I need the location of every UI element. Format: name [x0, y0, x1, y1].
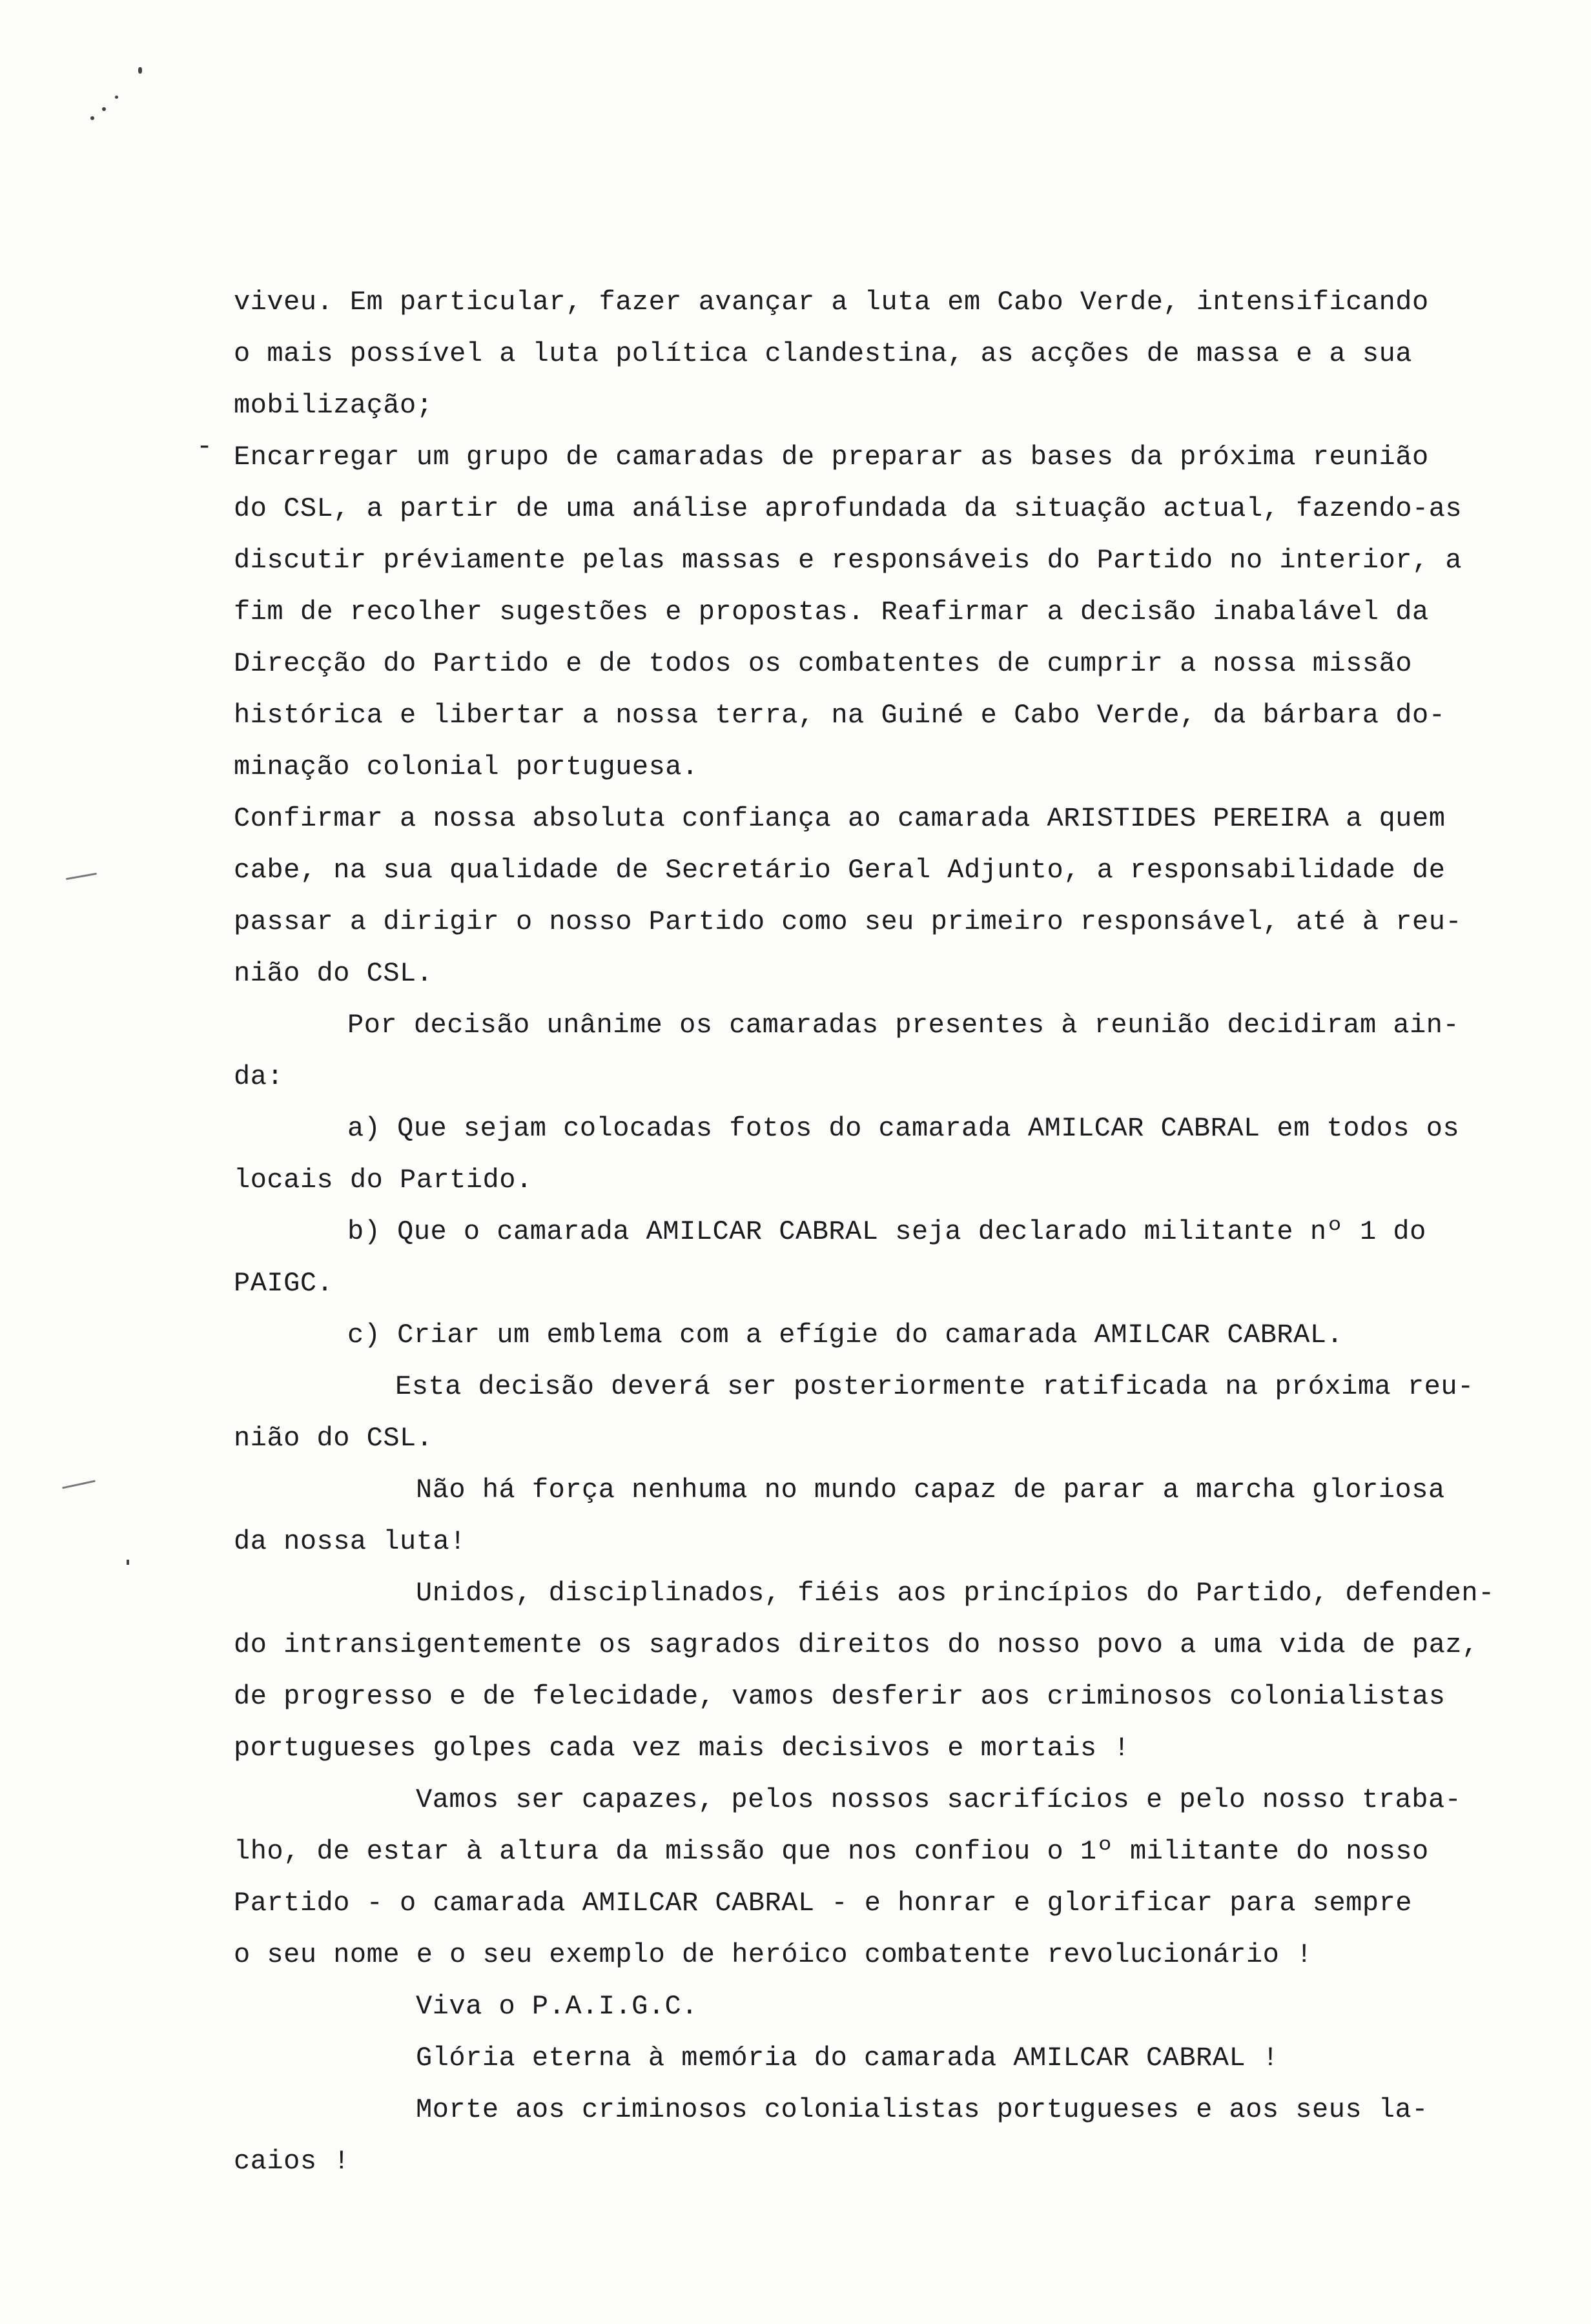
- scan-speck: [102, 107, 106, 111]
- text-line: nião do CSL.: [234, 1423, 433, 1454]
- text-line: PAIGC.: [234, 1268, 334, 1299]
- text-line: Não há força nenhuma no mundo capaz de parar a marcha gloriosa: [416, 1474, 1445, 1505]
- text-line: Partido - o camarada AMILCAR CABRAL - e honrar e glorificar para sempre: [234, 1888, 1412, 1919]
- text-line: Esta decisão deverá ser posteriormente ratificada na próxima reu-: [395, 1371, 1474, 1402]
- text-line: da:: [234, 1061, 284, 1092]
- text-line: c) Criar um emblema com a efígie do camarada AMILCAR CABRAL.: [347, 1320, 1344, 1351]
- text-line: do CSL, a partir de uma análise aprofundada da situação actual, fazendo-as: [234, 493, 1463, 524]
- text-line: Direcção do Partido e de todos os combatentes de cumprir a nossa missão: [234, 648, 1412, 679]
- text-line: Por decisão unânime os camaradas presentes à reunião decidiram ain-: [347, 1010, 1460, 1041]
- text-line: fim de recolher sugestões e propostas. Reafirmar a decisão inabalável da: [234, 596, 1429, 627]
- text-line: portugueses golpes cada vez mais decisivos e mortais !: [234, 1733, 1131, 1764]
- text-line: da nossa luta!: [234, 1526, 466, 1557]
- text-line: lho, de estar à altura da missão que nos confiou o 1º militante do nosso: [234, 1836, 1429, 1867]
- text-line: passar a dirigir o nosso Partido como seu primeiro responsável, até à reu-: [234, 906, 1463, 937]
- scan-speck: [127, 1560, 129, 1565]
- text-line: o seu nome e o seu exemplo de heróico combatente revolucionário !: [234, 1939, 1313, 1970]
- text-line: Morte aos criminosos colonialistas portugueses e aos seus la-: [416, 2094, 1428, 2125]
- text-line: Viva o P.A.I.G.C.: [416, 1991, 698, 2022]
- text-line: viveu. Em particular, fazer avançar a luta em Cabo Verde, intensificando: [234, 287, 1429, 318]
- text-line: b) Que o camarada AMILCAR CABRAL seja declarado militante nº 1 do: [347, 1216, 1426, 1247]
- text-line: o mais possível a luta política clandestina, as acções de massa e a sua: [234, 338, 1412, 369]
- text-line: Encarregar um grupo de camaradas de preparar as bases da próxima reunião: [234, 442, 1429, 473]
- text-line: Vamos ser capazes, pelos nossos sacrifícios e pelo nosso traba-: [416, 1784, 1462, 1815]
- text-line: Glória eterna à memória do camarada AMILCAR CABRAL !: [416, 2043, 1279, 2074]
- text-line: discutir préviamente pelas massas e responsáveis do Partido no interior, a: [234, 545, 1463, 576]
- text-line: histórica e libertar a nossa terra, na Guiné e Cabo Verde, da bárbara do-: [234, 700, 1446, 731]
- text-line: Confirmar a nossa absoluta confiança ao camarada ARISTIDES PEREIRA a quem: [234, 803, 1446, 834]
- text-line: locais do Partido.: [234, 1165, 533, 1196]
- text-line: cabe, na sua qualidade de Secretário Geral Adjunto, a responsabilidade de: [234, 855, 1446, 886]
- scan-speck: [115, 96, 118, 99]
- text-line: do intransigentemente os sagrados direitos do nosso povo a uma vida de paz,: [234, 1629, 1479, 1660]
- list-dash: -: [196, 431, 213, 462]
- scan-speck: [138, 67, 142, 74]
- scan-speck: [90, 116, 94, 120]
- text-line: minação colonial portuguesa.: [234, 751, 699, 782]
- margin-mark: [66, 873, 97, 880]
- document-body: [234, 276, 1495, 2187]
- text-line: a) Que sejam colocadas fotos do camarada AMILCAR CABRAL em todos os: [347, 1113, 1460, 1144]
- margin-mark: [62, 1480, 95, 1489]
- text-line: Unidos, disciplinados, fiéis aos princípios do Partido, defenden-: [416, 1578, 1495, 1609]
- text-line: nião do CSL.: [234, 958, 433, 989]
- text-line: de progresso e de felecidade, vamos desferir aos criminosos colonialistas: [234, 1681, 1446, 1712]
- text-line: caios !: [234, 2146, 350, 2177]
- text-line: mobilização;: [234, 390, 433, 421]
